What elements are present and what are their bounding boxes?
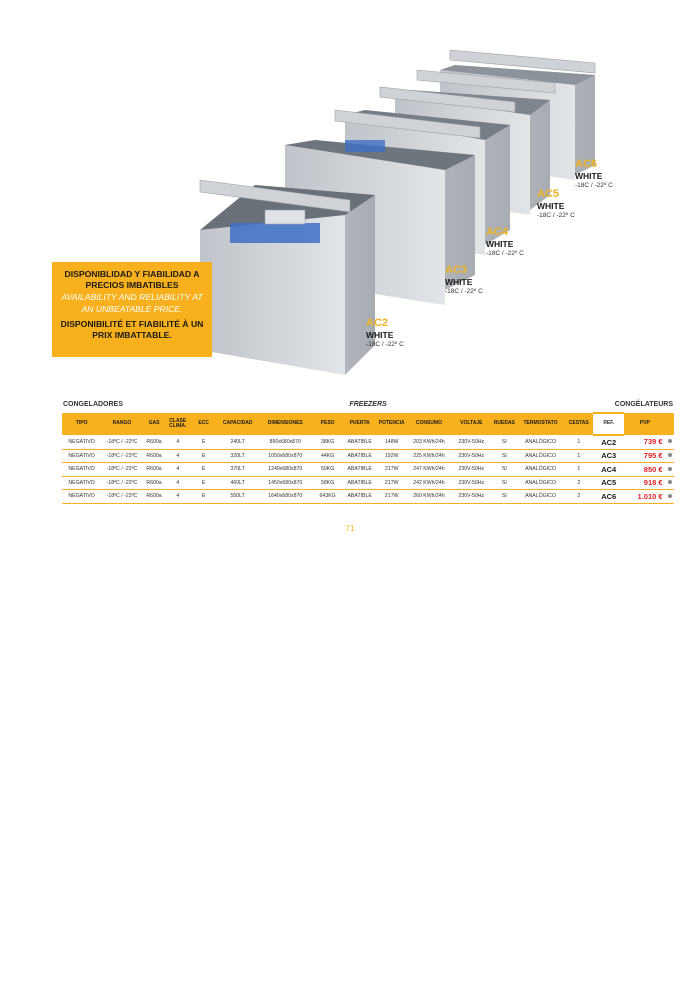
table-title-french: CONGÉLATEURS [614, 401, 673, 408]
header-dimensiones: DIMENSIONES [258, 413, 312, 435]
table-cell: ANALÓGICO [517, 476, 565, 490]
table-cell: 890x680x870 [258, 435, 312, 449]
header-puerta: PUERTA [343, 413, 376, 435]
table-cell: R600a [143, 435, 166, 449]
header-pvp: PVP [624, 413, 665, 435]
table-cell: AC2 [593, 435, 624, 449]
table-cell: 230V-50Hz [451, 490, 492, 504]
table-cell: 230V-50Hz [451, 463, 492, 477]
bullet-icon [668, 480, 672, 484]
promo-box [52, 262, 212, 357]
table-cell: 44KG [312, 449, 343, 463]
bullet-icon [668, 439, 672, 443]
table-cell: ABATIBLE [343, 463, 376, 477]
table-cell: 217W [376, 490, 407, 504]
product-code: AC5 [537, 188, 560, 200]
header-tipo: TIPO [62, 413, 101, 435]
freezer-ac2 [200, 180, 375, 375]
product-color: WHITE [575, 170, 603, 181]
table-cell: NEGATIVO [62, 463, 101, 477]
table-cell: AC4 [593, 463, 624, 477]
table-cell: 192W [376, 449, 407, 463]
table-cell: 230V-50Hz [451, 435, 492, 449]
table-cell: ABATIBLE [343, 449, 376, 463]
table-row [62, 490, 674, 504]
table-cell: ABATIBLE [343, 476, 376, 490]
header-gas: GAS [143, 413, 166, 435]
table-cell: 320LT [217, 449, 258, 463]
header-termostato: TERMOSTATO [517, 413, 565, 435]
table-cell: 58KG [312, 476, 343, 490]
bullet-icon [668, 494, 672, 498]
table-cell: 50KG [312, 463, 343, 477]
table-cell: -18ºC / -22ºC [101, 449, 142, 463]
table-row [62, 463, 674, 477]
table-title-spanish: CONGELADORES [63, 401, 123, 408]
table-cell: 240LT [217, 435, 258, 449]
table-cell: SI [492, 490, 517, 504]
product-temperature: -18C / -22º C [537, 212, 575, 220]
row-marker [666, 463, 674, 477]
table-cell: 550LT [217, 490, 258, 504]
header-ruedas: RUEDAS [492, 413, 517, 435]
table-cell: 370LT [217, 463, 258, 477]
table-cell: E [190, 449, 217, 463]
table-cell: 225 KWh/24h [407, 449, 450, 463]
table-cell: AC3 [593, 449, 624, 463]
product-label-ac2 [366, 317, 404, 349]
table-cell: 1050x680x870 [258, 449, 312, 463]
table-cell: 2 [564, 476, 593, 490]
product-temperature: -18C / -22º C [575, 182, 613, 190]
product-color: WHITE [537, 200, 565, 211]
table-cell: 850 € [624, 463, 665, 477]
table-cell: NEGATIVO [62, 476, 101, 490]
bullet-icon [668, 453, 672, 457]
table-cell: 739 € [624, 435, 665, 449]
table-cell: 217W [376, 463, 407, 477]
table-cell: -18ºC / -22ºC [101, 435, 142, 449]
table-cell: 1640x680x870 [258, 490, 312, 504]
table-cell: R600a [143, 490, 166, 504]
product-label-ac3 [445, 264, 483, 296]
table-cell: -18ºC / -22ºC [101, 463, 142, 477]
table-cell: SI [492, 476, 517, 490]
table-cell: 1450x680x870 [258, 476, 312, 490]
header-voltaje: VOLTAJE [451, 413, 492, 435]
product-code: AC4 [486, 226, 509, 238]
table-header-row [62, 413, 674, 435]
header-potencia: POTENCIA [376, 413, 407, 435]
promo-french: DISPONIBILITÉ ET FIABILITÉ À UN PRIX IMBATTABLE. [60, 318, 204, 340]
table-cell: ANALÓGICO [517, 463, 565, 477]
table-cell: NEGATIVO [62, 449, 101, 463]
table-cell: E [190, 463, 217, 477]
table-title-bar [62, 400, 674, 412]
row-marker [666, 449, 674, 463]
table-cell: NEGATIVO [62, 490, 101, 504]
table-cell: SI [492, 463, 517, 477]
table-cell: 4 [165, 463, 190, 477]
header-capacidad: CAPACIDAD [217, 413, 258, 435]
promo-english: AVAILABILITY AND RELIABILITY AT AN UNBEATABLE PRICE. [61, 292, 203, 314]
table-cell: 795 € [624, 449, 665, 463]
page-number: 71 [345, 524, 355, 533]
table-cell: 230V-50Hz [451, 476, 492, 490]
header-spacer [666, 413, 674, 435]
header-cestas: CESTAS [564, 413, 593, 435]
table-cell: 1240x680x870 [258, 463, 312, 477]
table-cell: 918 € [624, 476, 665, 490]
table-cell: -18ºC / -22ºC [101, 476, 142, 490]
product-code: AC3 [445, 264, 468, 276]
table-cell: ANALÓGICO [517, 449, 565, 463]
table-title-english: FREEZERS [349, 401, 387, 408]
table-cell: 38KG [312, 435, 343, 449]
table-cell: 4 [165, 449, 190, 463]
promo-spanish: DISPONIBLIDAD Y FIABILIDAD A PRECIOS IMBATIBLES [64, 269, 200, 291]
table-cell: 230V-50Hz [451, 449, 492, 463]
table-cell: E [190, 435, 217, 449]
spec-table [62, 412, 674, 504]
table-cell: -18ºC / -22ºC [101, 490, 142, 504]
table-cell: ABATIBLE [343, 490, 376, 504]
spec-table-section [62, 400, 674, 504]
row-marker [666, 476, 674, 490]
table-cell: ANALÓGICO [517, 435, 565, 449]
table-cell: E [190, 476, 217, 490]
product-label-ac4 [486, 226, 524, 258]
row-marker [666, 435, 674, 449]
table-cell: 247 KWh/24h [407, 463, 450, 477]
table-cell: ANALÓGICO [517, 490, 565, 504]
product-color: WHITE [366, 329, 394, 340]
table-cell: 1 [564, 449, 593, 463]
table-cell: R600a [143, 449, 166, 463]
table-cell: 4 [165, 476, 190, 490]
table-cell: 242 KWh/24h [407, 476, 450, 490]
header-peso: PESO [312, 413, 343, 435]
product-code: AC2 [366, 317, 389, 329]
table-cell: 203 KWh/24h [407, 435, 450, 449]
table-cell: 4 [165, 490, 190, 504]
bullet-icon [668, 467, 672, 471]
product-label-ac5 [537, 188, 575, 220]
table-cell: SI [492, 435, 517, 449]
product-color: WHITE [486, 238, 514, 249]
table-cell: 643KG [312, 490, 343, 504]
table-cell: R600a [143, 476, 166, 490]
header-consumo: CONSUMO [407, 413, 450, 435]
table-cell: 1.010 € [624, 490, 665, 504]
product-code: AC6 [575, 158, 598, 170]
table-cell: R600a [143, 463, 166, 477]
table-cell: 4 [165, 435, 190, 449]
header-ref: REF. [593, 413, 624, 435]
table-row [62, 435, 674, 449]
table-row [62, 476, 674, 490]
table-cell: 2 [564, 490, 593, 504]
row-marker [666, 490, 674, 504]
product-temperature: -18C / -22º C [486, 250, 524, 258]
product-label-ac6 [575, 158, 613, 190]
header-clase-clima: CLASE CLIMA. [165, 413, 190, 435]
table-cell: E [190, 490, 217, 504]
product-color: WHITE [445, 276, 473, 287]
product-temperature: -18C / -22º C [445, 288, 483, 296]
table-cell: SI [492, 449, 517, 463]
table-cell: 1 [564, 463, 593, 477]
table-cell: AC6 [593, 490, 624, 504]
table-cell: AC5 [593, 476, 624, 490]
table-cell: ABATIBLE [343, 435, 376, 449]
table-cell: 460LT [217, 476, 258, 490]
table-cell: NEGATIVO [62, 435, 101, 449]
header-ecc: ECC [190, 413, 217, 435]
table-cell: 260 KWh/24h [407, 490, 450, 504]
table-cell: 217W [376, 476, 407, 490]
table-row [62, 449, 674, 463]
table-cell: 1 [564, 435, 593, 449]
header-rango: RANGO [101, 413, 142, 435]
table-cell: 148W [376, 435, 407, 449]
product-temperature: -18C / -22º C [366, 341, 404, 349]
